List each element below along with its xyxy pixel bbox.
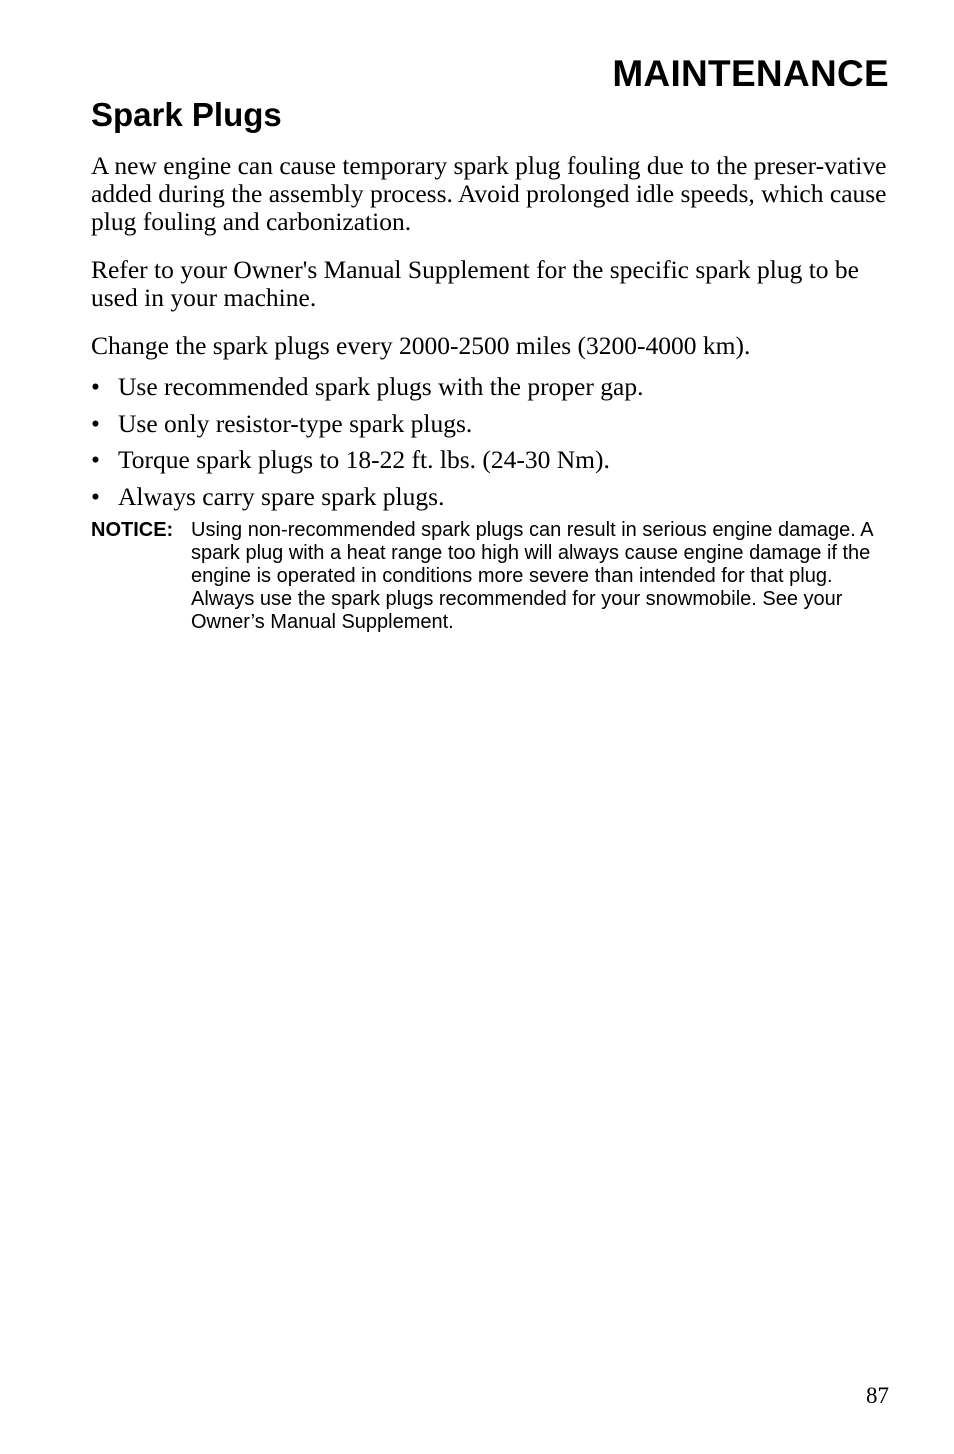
page-number: 87: [866, 1383, 889, 1408]
list-item: [91, 483, 891, 511]
list-item-text: Use recommended spark plugs with the proper gap.: [118, 372, 644, 401]
paragraph-fouling: A new engine can cause temporary spark plug fouling due to the preser-vative added during the assembly process. Avoid prolonged idle speeds, which cause plug fouling and carbonization.: [91, 151, 887, 236]
paragraph-supplement: Refer to your Owner's Manual Supplement for the specific spark plug to be used in your machine.: [91, 255, 859, 312]
section-header: MAINTENANCE: [612, 53, 889, 94]
notice-text: Using non-recommended spark plugs can result in serious engine damage. A spark plug with a heat range too high will always cause engine damage if the engine is operated in conditions more severe than intended for that plug. Always use the spark plugs recommended for your snowmobile. See your Owner’s Manual Supplement.: [191, 519, 873, 633]
list-item-text: Always carry spare spark plugs.: [118, 481, 445, 511]
bullet-marker: •: [91, 481, 100, 511]
bullet-marker: •: [91, 445, 100, 474]
notice-block: [91, 519, 891, 634]
bullet-marker: •: [91, 372, 100, 401]
bullet-marker: •: [91, 408, 100, 438]
list-item: [91, 446, 891, 474]
list-item: [91, 373, 891, 401]
paragraph-change-interval: Change the spark plugs every 2000-2500 miles (3200-4000 km).: [91, 331, 751, 360]
notice-label: NOTICE:: [91, 519, 174, 541]
list-item-text: Torque spark plugs to 18-22 ft. lbs. (24-30 Nm).: [118, 445, 610, 474]
page-content: [91, 94, 891, 634]
page-title: Spark Plugs: [91, 96, 282, 133]
bullet-list: [91, 373, 891, 511]
list-item-text: Use only resistor-type spark plugs.: [118, 408, 473, 438]
list-item: [91, 410, 891, 438]
